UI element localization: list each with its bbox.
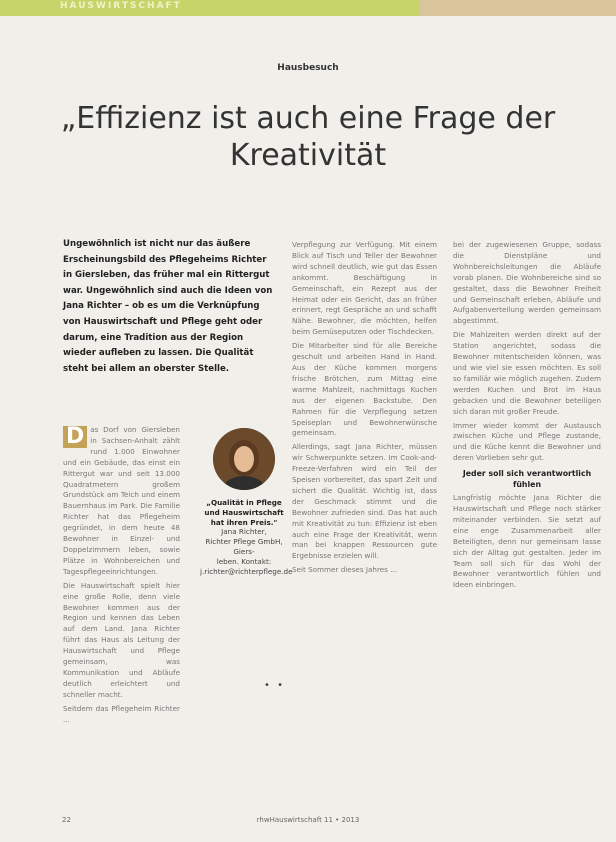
paragraph (63, 425, 180, 578)
paragraph: Die Mahlzeiten werden direkt auf der Station angerichtet, sodass die Bewohner mitentscheiden können, was und wie viel sie essen möchten. Es soll so familiär wie möglich zugehen. Zudem werden Kuchen und Brot im Haus gebacken und die Bewohner beteiligen sich daran mit großer Freude. (453, 330, 601, 416)
paragraph: Langfristig möchte Jana Richter die Hauswirtschaft und Pflege noch stärker miteinander verbinden. Sie setzt auf eine enge Zusammenarbeit aller Beteiligten, denn nur gemeinsam lasse sich der Alltag gut gestalten. Jeder im Team soll sich für das Wohl der Bewohner verantwortlich fühlen und Ideen einbringen. (453, 493, 601, 590)
paragraph: bei der zugewiesenen Gruppe, sodass die Dienstpläne und Wohnbereichsleitungen die Abläufe vorab planen. Die Wohnbereiche sind so gestaltet, dass die Bewohner Freiheit und Gemeinschaft erleben, Abläufe und Aufgabenverteilung werden gemeinsam abgestimmt. (453, 240, 601, 326)
caption-contact: j.richter@richterpflege.de (200, 566, 293, 576)
magazine-footer: rhwHauswirtschaft 11 • 2013 (256, 816, 360, 824)
column-subhead: Jeder soll sich verantwortlich fühlen (462, 469, 592, 490)
paragraph: Immer wieder kommt der Austausch zwischen Küche und Pflege zustande, und die Küche kennt die Bewohner und deren Vorlieben sehr gut. (453, 420, 601, 463)
caption-role: Richter Pflege GmbH, Giers- (205, 537, 283, 556)
paragraph: Seitdem das Pflegeheim Richter ... (63, 703, 180, 724)
portrait-caption (200, 498, 293, 576)
paragraph-text: as Dorf von Giersleben in Sachsen-Anhalt zählt rund 1.000 Einwohner und ein Gebäude, das einst ein Rittergut war und seit 13.000 Quadratmetern großem Grundstück am Teich und einem Bauernhaus im Park. Die Familie Richter hat das Pflegeheim gegründet, in dem heute 48 Bewohner in Einzel- und Doppelzimmern leben, sowie Plätze in Wohnbereichen und Tagespflegeeinrichtungen. (63, 425, 180, 576)
caption-name: Jana Richter, (221, 527, 267, 537)
page-number: 22 (62, 816, 71, 824)
caption-quote: „Qualität in Pflege und Hauswirtschaft hat ihren Preis." (204, 498, 284, 527)
drop-cap: D (63, 426, 87, 448)
article-kicker: Hausbesuch (277, 63, 339, 73)
text-column-1 (63, 425, 180, 810)
paragraph: Die Mitarbeiter sind für alle Bereiche geschult und arbeiten Hand in Hand. Aus der Küche kommen morgens frische Brötchen, zum Mittag eine warme Mahlzeit, nachmittags Kuchen aus der eigenen Backstube. Den Rahmen für die Verpflegung setzen Speiseplan und Bewohnerwünsche gemeinsam. (292, 341, 437, 438)
paragraph: Die Hauswirtschaft spielt hier eine große Rolle, denn viele Bewohner kommen aus der Region und kennen das Leben auf dem Land. Jana Richter führt das Haus als Leitung der Hauswirtschaft und Pflege gemeinsam, was Kommunikation und Abläufe deutlich erleichtert und schneller macht. (63, 580, 180, 699)
caption-org: leben. Kontakt: (216, 556, 272, 566)
text-column-2 (292, 240, 437, 810)
portrait-icon (213, 428, 275, 490)
section-bar-accent (420, 0, 616, 16)
section-rubric: HAUSWIRTSCHAFT (60, 1, 182, 11)
portrait-photo (213, 428, 275, 490)
text-column-3 (453, 240, 601, 810)
decorative-dots: • • (264, 680, 285, 691)
paragraph: Allerdings, sagt Jana Richter, müssen wir Schwerpunkte setzen. Im Cook-and-Freeze-Verfahren wird ein Teil der Speisen vorbereitet, das spart Zeit und sichert die Qualität. Wichtig ist, dass der Geschmack stimmt und die Bewohner zufrieden sind. Das hat auch mit Kreativität zu tun: Effizienz ist eben auch eine Frage der Kreativität, wenn man bei knappen Ressourcen gute Ergebnisse erzielen will. (292, 442, 437, 561)
paragraph: Verpflegung zur Verfügung. Mit einem Blick auf Tisch und Teller der Bewohner wird schnell deutlich, wie gut das Essen ankommt. Beschäftigung in Gemeinschaft, ein Rezept aus der Heimat oder ein Gericht, das an früher erinnert, regt Gespräche an und schafft Nähe. Bewohner, die möchten, helfen beim Gemüseputzen oder Tischdecken. (292, 240, 437, 337)
paragraph: Seit Sommer dieses Jahres ... (292, 565, 398, 575)
article-lead: Ungewöhnlich ist nicht nur das äußere Erscheinungsbild des Pflegeheims Richter in Giersleben, das früher mal ein Rittergut war. Ungewöhnlich sind auch die Ideen von Jana Richter – ob es um die Verknüpfung von Hauswirtschaft und Pflege geht oder darum, eine Tradition aus der Region wieder aufleben zu lassen. Die Qualität steht bei allem an oberster Stelle. (63, 239, 273, 374)
article-headline: „Effizienz ist auch eine Frage der Kreativität (60, 101, 556, 173)
